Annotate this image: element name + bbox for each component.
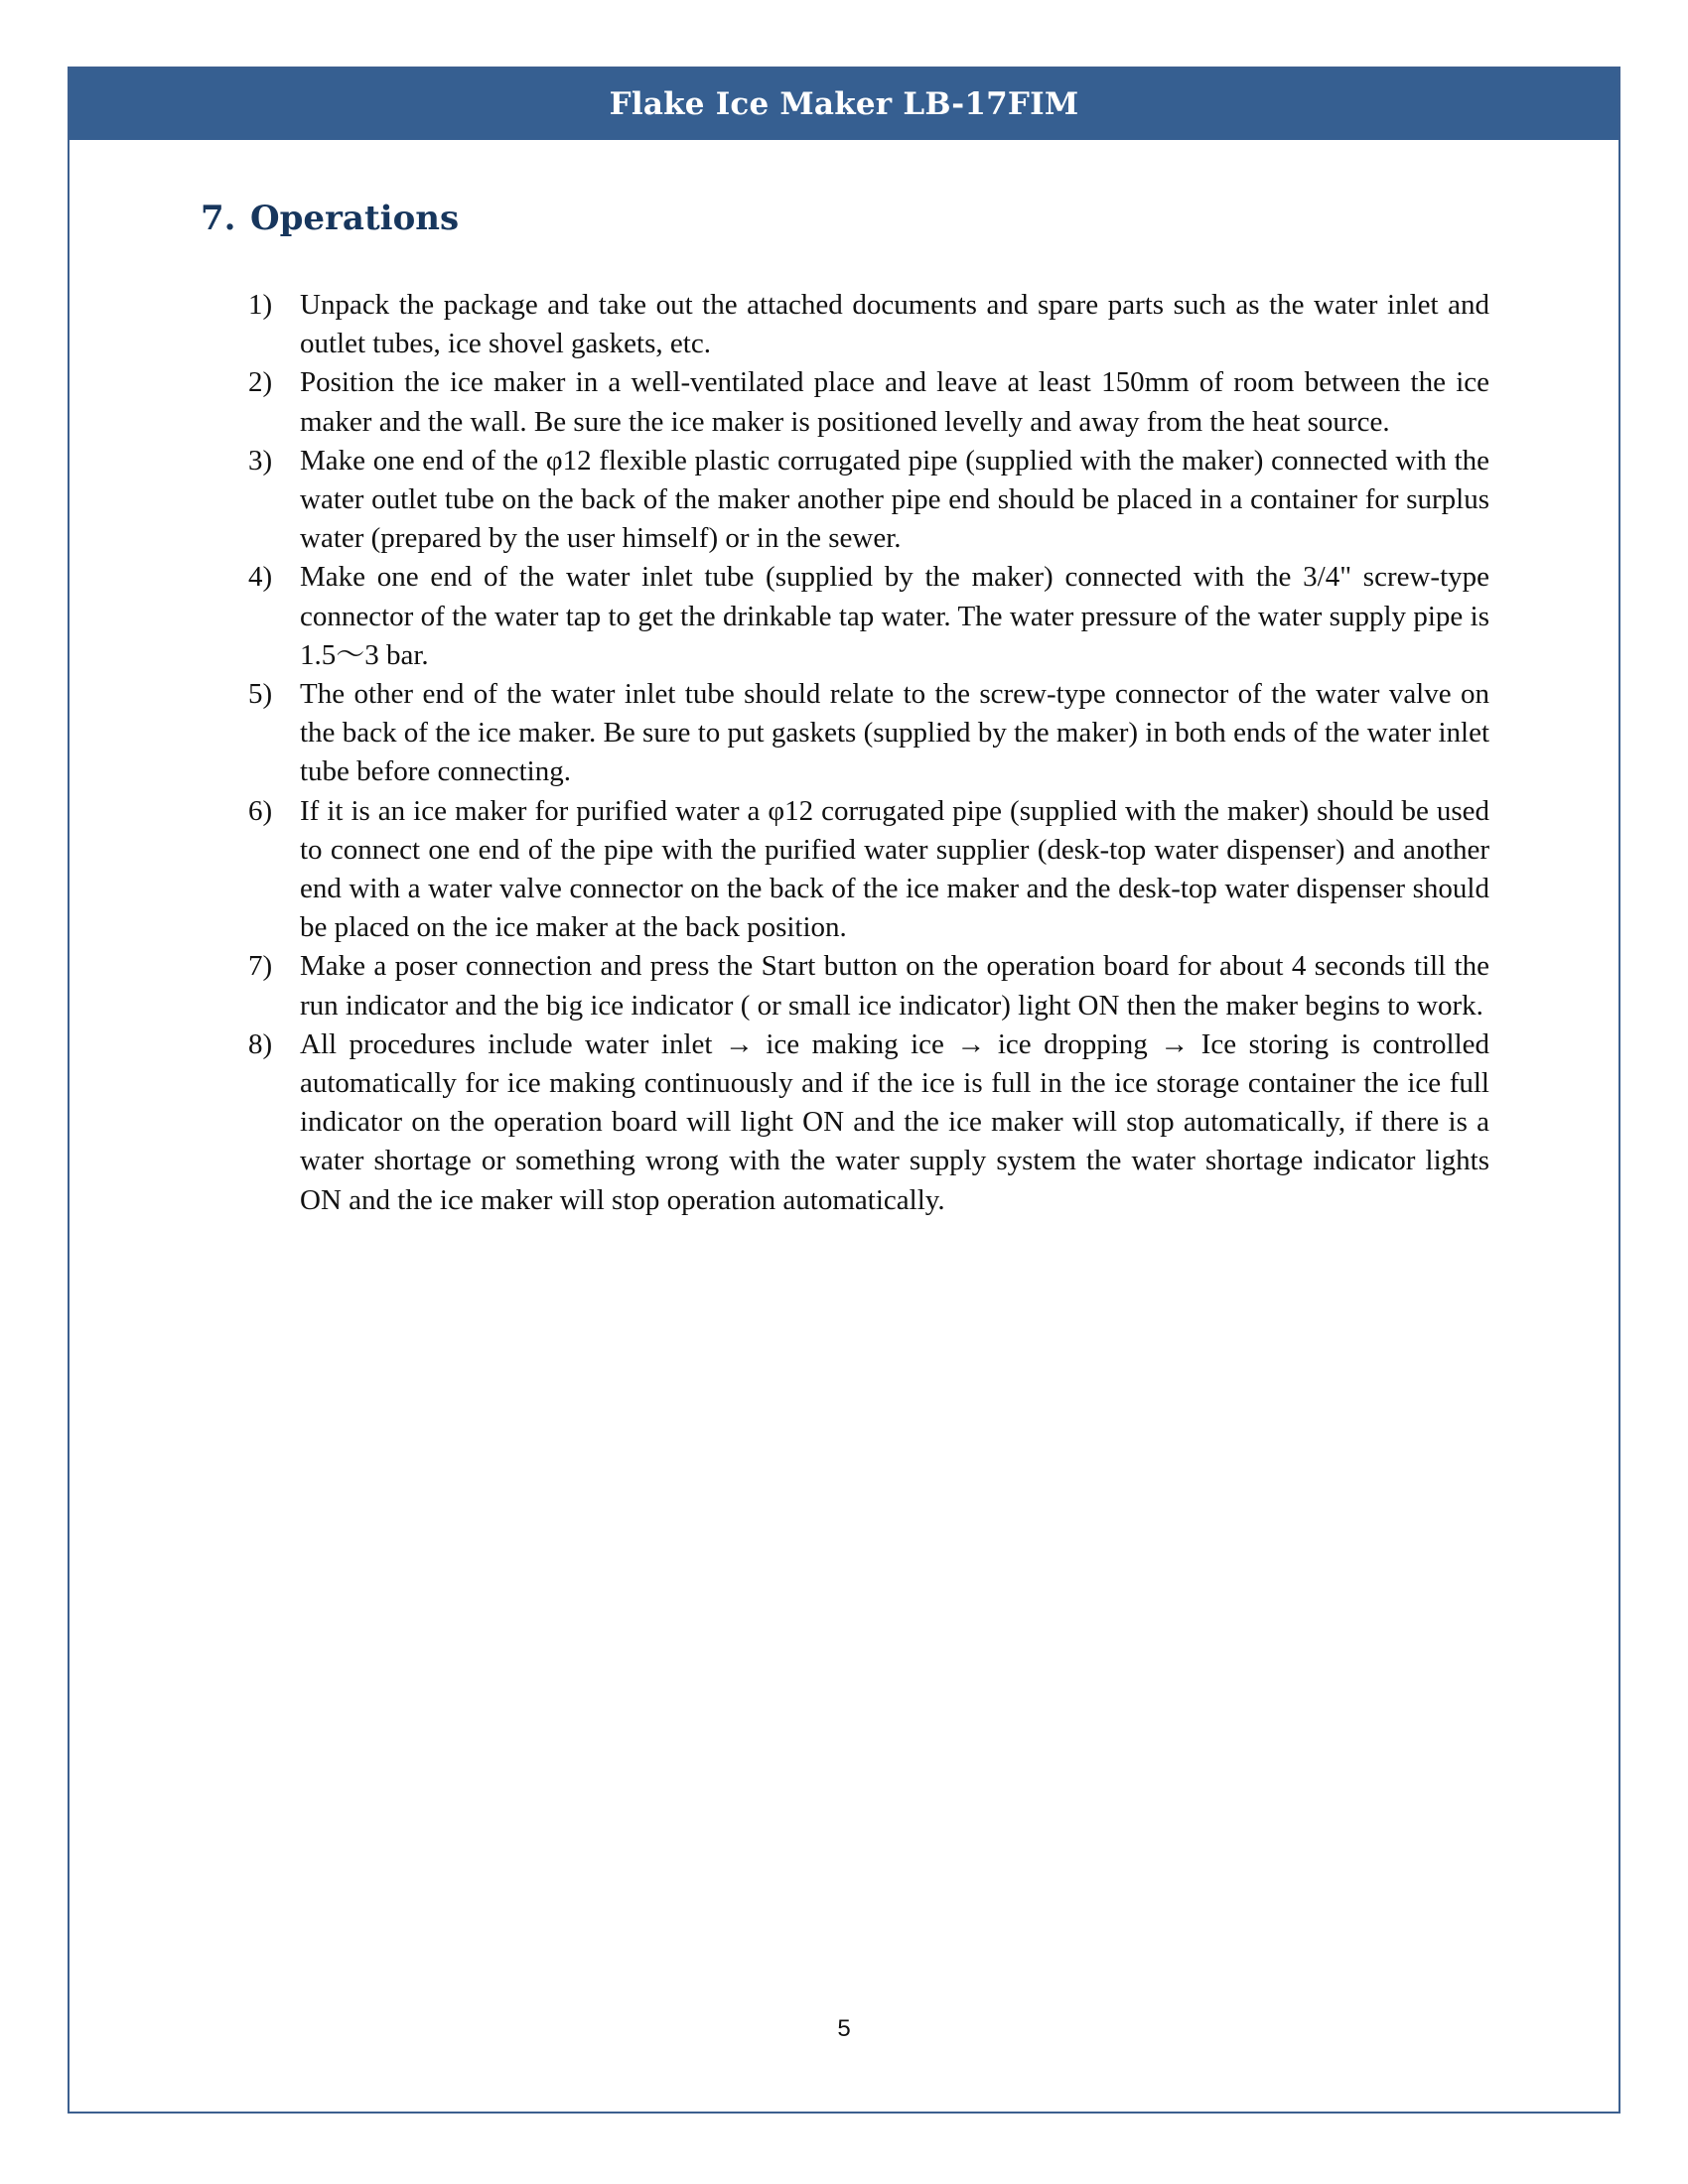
list-item [248, 442, 1489, 559]
item-text: Make one end of the water inlet tube (supplied by the maker) connected with the 3/4" screw-type connector of the water tap to get the drinkable tap water. The water pressure of the water supply pipe is 1.5～3 bar. [300, 561, 1489, 671]
item-number: 4) [248, 561, 273, 594]
section-title: Operations [250, 199, 460, 238]
item-text: All procedures include water inlet → ice making ice → ice dropping → Ice storing is controlled automatically for ice making continuously and if the ice is full in the ice storage container the ice full indicator on the operation board will light ON and the ice maker will stop automatically, if there is a water shortage or something wrong with the water supply system the water shortage indicator lights ON and the ice maker will stop operation automatically. [300, 1027, 1489, 1216]
item-number: 2) [248, 366, 273, 399]
list-item [248, 286, 1489, 363]
item-number: 8) [248, 1027, 273, 1060]
page-number: 5 [837, 2015, 851, 2042]
item-text: Unpack the package and take out the attached documents and spare parts such as the water inlet and outlet tubes, ice shovel gaskets, etc. [300, 289, 1489, 360]
list-item [248, 675, 1489, 792]
item-text: The other end of the water inlet tube should relate to the screw-type connector of the water valve on the back of the ice maker. Be sure to put gaskets (supplied by the maker) in both ends of the water inlet tube before connecting. [300, 678, 1489, 788]
item-number: 7) [248, 950, 273, 983]
list-item [248, 792, 1489, 948]
operations-list [248, 286, 1489, 1220]
item-text: If it is an ice maker for purified water a φ12 corrugated pipe (supplied with the maker) should be used to connect one end of the pipe with the purified water supplier (desk-top water dispenser) and another end with a water valve connector on the back of the ice maker and the desk-top water dispenser should be placed on the ice maker at the back position. [300, 794, 1489, 944]
item-number: 3) [248, 444, 273, 477]
section-heading [201, 199, 459, 238]
header-bar [70, 68, 1618, 140]
item-number: 1) [248, 289, 273, 321]
list-item [248, 363, 1489, 441]
item-number: 5) [248, 678, 273, 711]
item-text: Make one end of the φ12 flexible plastic corrugated pipe (supplied with the maker) connected with the water outlet tube on the back of the maker another pipe end should be placed in a container for surplus water (prepared by the user himself) or in the sewer. [300, 444, 1489, 555]
section-number: 7. [201, 199, 236, 238]
document-title: Flake Ice Maker LB-17FIM [609, 86, 1079, 122]
item-number: 6) [248, 794, 273, 827]
list-item [248, 1025, 1489, 1220]
item-text: Position the ice maker in a well-ventilated place and leave at least 150mm of room between the ice maker and the wall. Be sure the ice maker is positioned levelly and away from the heat source. [300, 366, 1489, 438]
list-item [248, 558, 1489, 675]
list-item [248, 947, 1489, 1024]
item-text: Make a poser connection and press the Start button on the operation board for about 4 seconds till the run indicator and the big ice indicator ( or small ice indicator) light ON then the maker begins to work. [300, 950, 1489, 1022]
